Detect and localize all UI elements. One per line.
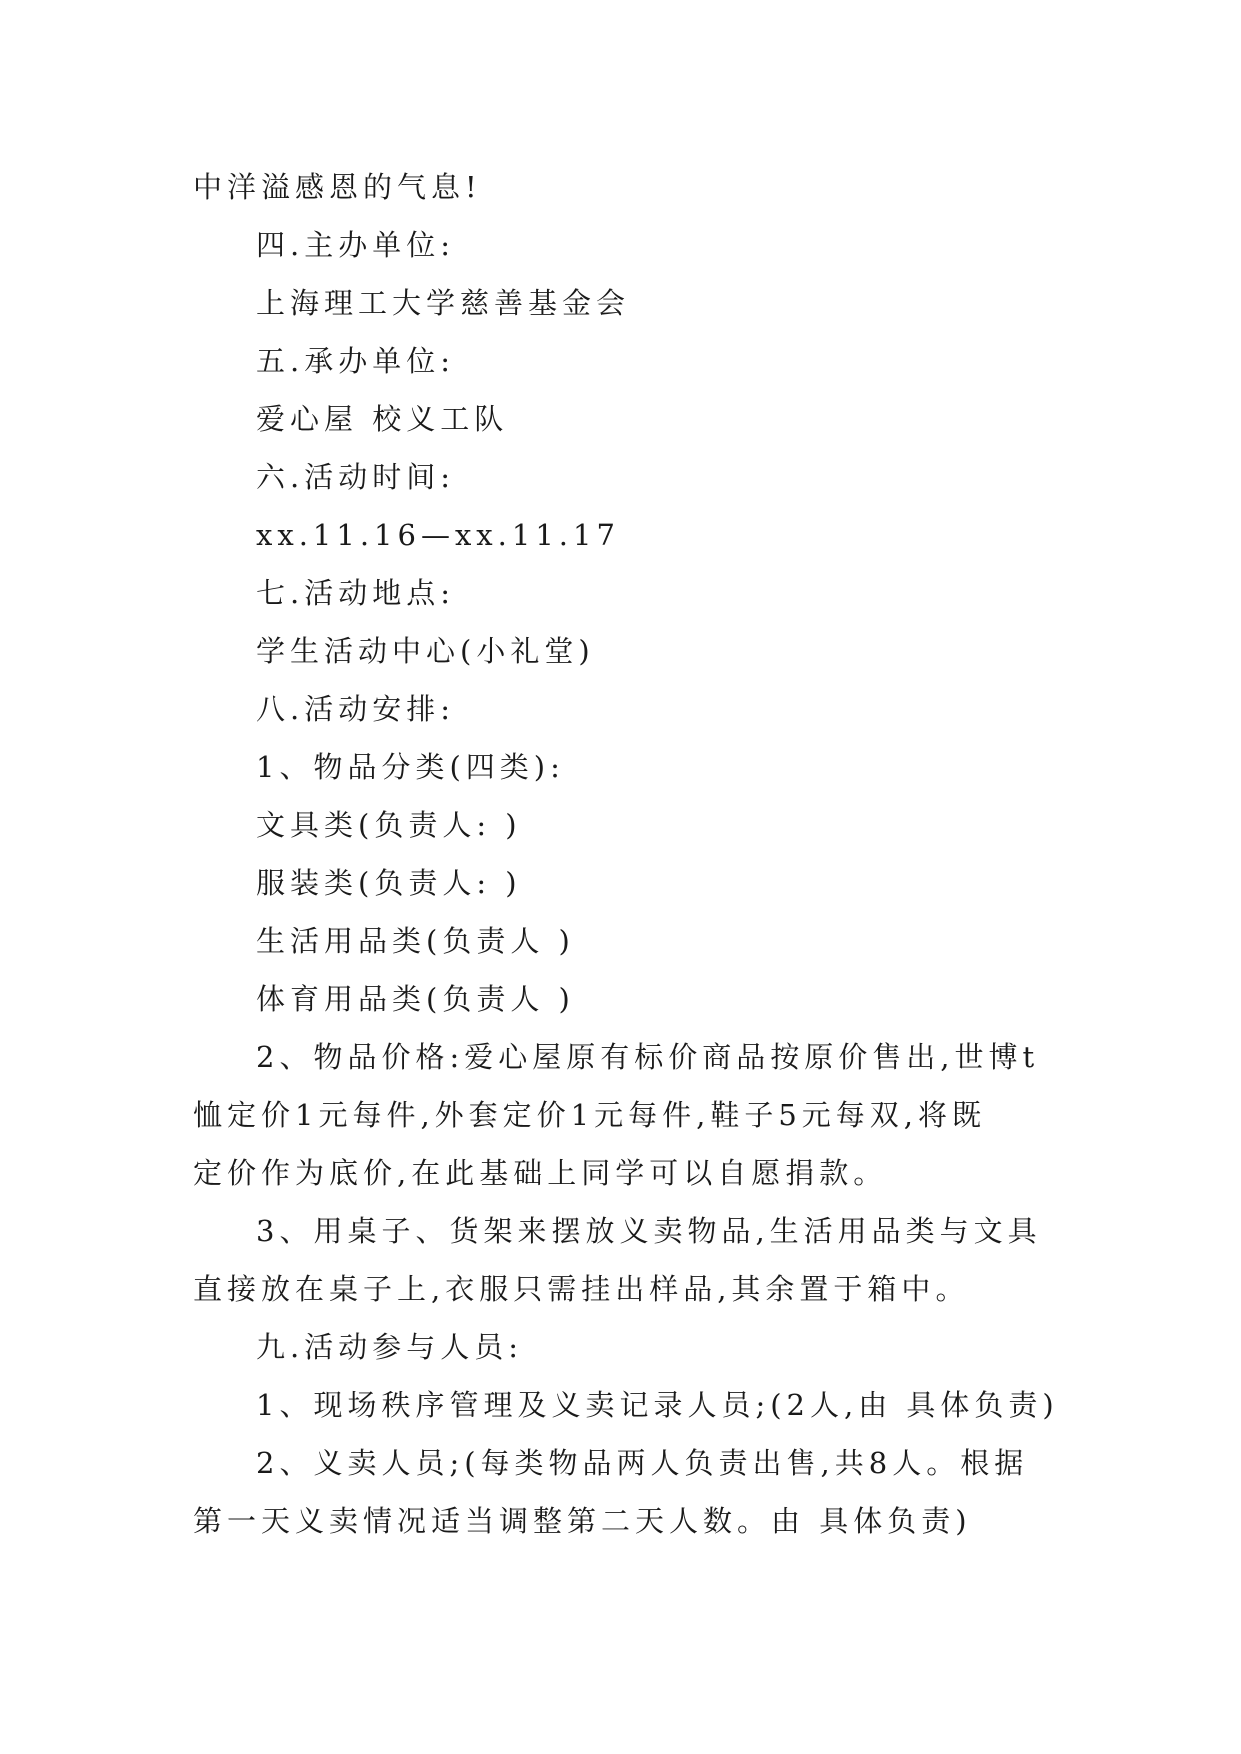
section-heading-arrangement: 八.活动安排:	[256, 692, 455, 726]
text-line: 上海理工大学慈善基金会	[256, 286, 631, 320]
document-body	[193, 158, 1059, 1550]
section-heading-time: 六.活动时间:	[256, 460, 455, 494]
text-line: 第一天义卖情况适当调整第二天人数。由 具体负责)	[193, 1504, 972, 1538]
list-item: 1、物品分类(四类):	[256, 750, 565, 784]
section-heading-co-organizer: 五.承办单位:	[256, 344, 455, 378]
section-heading-participants: 九.活动参与人员:	[256, 1330, 523, 1364]
text-line: 恤定价1元每件,外套定价1元每件,鞋子5元每双,将既	[193, 1098, 987, 1132]
text-line: 中洋溢感恩的气息!	[193, 170, 482, 204]
text-line: 定价作为底价,在此基础上同学可以自愿捐款。	[193, 1156, 888, 1190]
text-line: 学生活动中心(小礼堂)	[256, 634, 595, 668]
text-line: 体育用品类(负责人 )	[256, 982, 575, 1016]
list-item: 1、现场秩序管理及义卖记录人员;(2人,由 具体负责)	[256, 1388, 1059, 1422]
section-heading-location: 七.活动地点:	[256, 576, 455, 610]
text-line: 服装类(负责人: )	[256, 866, 522, 900]
text-line: 爱心屋 校义工队	[256, 402, 509, 436]
list-item: 2、物品价格:爱心屋原有标价商品按原价售出,世博t	[256, 1040, 1040, 1074]
section-heading-organizer: 四.主办单位:	[256, 228, 455, 262]
text-line: 文具类(负责人: )	[256, 808, 522, 842]
text-line: xx.11.16—xx.11.17	[256, 518, 620, 552]
list-item: 2、义卖人员;(每类物品两人负责出售,共8人。根据	[256, 1446, 1029, 1480]
list-item: 3、用桌子、货架来摆放义卖物品,生活用品类与文具	[256, 1214, 1042, 1248]
text-line: 直接放在桌子上,衣服只需挂出样品,其余置于箱中。	[193, 1272, 970, 1306]
text-line: 生活用品类(负责人 )	[256, 924, 575, 958]
